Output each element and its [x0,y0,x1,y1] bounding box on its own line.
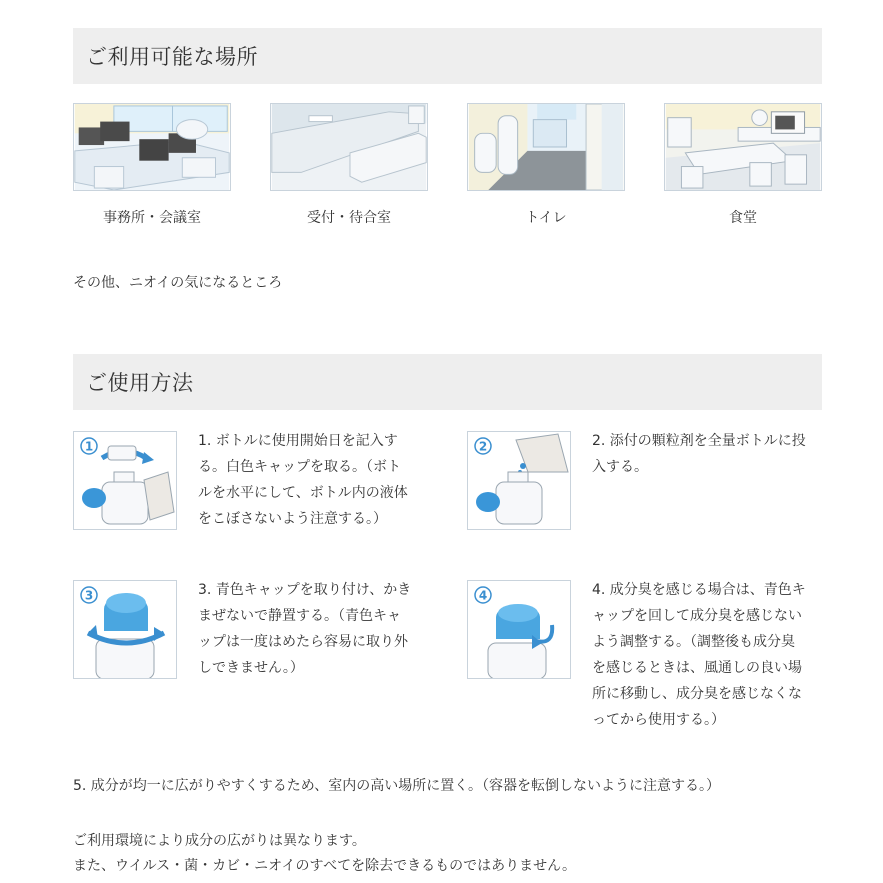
step-number: 1 [84,439,94,454]
step-number: 2 [478,439,488,454]
reception-illustration-icon [270,103,428,191]
place-toilet [467,103,625,227]
place-label: 事務所・会議室 [103,210,201,226]
step-line: しできません。） [198,660,304,676]
step-3-text [198,577,411,681]
step-2-illustration [467,431,571,530]
places-section-title: ご利用可能な場所 [86,45,258,69]
bottle-add-granules-icon [468,432,570,529]
step-1-illustration [73,431,177,530]
cafeteria-illustration-icon [664,103,822,191]
step-line: 4. 成分臭を感じる場合は、青色キ [592,582,806,598]
step-4-illustration [467,580,571,679]
step-line: 所に移動し、成分臭を感じなくな [592,686,802,702]
usage-section-title: ご使用方法 [86,371,194,395]
step-3-illustration [73,580,177,679]
step-line: 入する。 [592,459,648,475]
step-line: ってから使用する。） [592,712,725,728]
place-label: トイレ [525,210,567,226]
place-label: 受付・待合室 [307,210,391,226]
step-line: をこぼさないよう注意する。） [198,511,387,527]
place-office [73,103,231,227]
places-section-header [73,28,822,84]
step-5-text: 5. 成分が均一に広がりやすくするため、室内の高い場所に置く。（容器を転倒しないように注意する。） [73,778,720,794]
step-line: る。白色キャップを取る。（ボト [198,459,401,475]
bottle-open-cap-icon [74,432,176,529]
office-illustration-icon [73,103,231,191]
place-label: 食堂 [729,210,757,226]
step-line: 2. 添付の顆粒剤を全量ボトルに投 [592,433,806,449]
note-line: ご利用環境により成分の広がりは異なります。 [73,833,366,849]
step-line: ルを水平にして、ボトル内の液体 [198,485,408,501]
places-note: その他、ニオイの気になるところ [73,275,283,291]
step-number: 3 [84,588,94,603]
step-line: ャップを回して成分臭を感じない [592,608,802,624]
place-reception [270,103,428,227]
note-line: また、ウイルス・菌・カビ・ニオイのすべてを除去できるものではありません。 [73,858,577,874]
step-line: よう調整する。（調整後も成分臭 [592,634,795,650]
step-4-text [592,577,806,733]
step-line: 1. ボトルに使用開始日を記入す [198,433,398,449]
step-number: 4 [478,588,488,603]
bottle-attach-blue-cap-icon [74,581,176,678]
step-line: 3. 青色キャップを取り付け、かき [198,582,412,598]
place-cafeteria [664,103,822,227]
step-line: まぜないで静置する。（青色キャ [198,608,401,624]
step-2-text [592,428,806,480]
step-line: ップは一度はめたら容易に取り外 [198,634,408,650]
step-1-text [198,428,408,532]
step-line: を感じるときは、風通しの良い場 [592,660,802,676]
toilet-illustration-icon [467,103,625,191]
usage-section-header [73,354,822,410]
bottle-rotate-cap-icon [468,581,570,678]
